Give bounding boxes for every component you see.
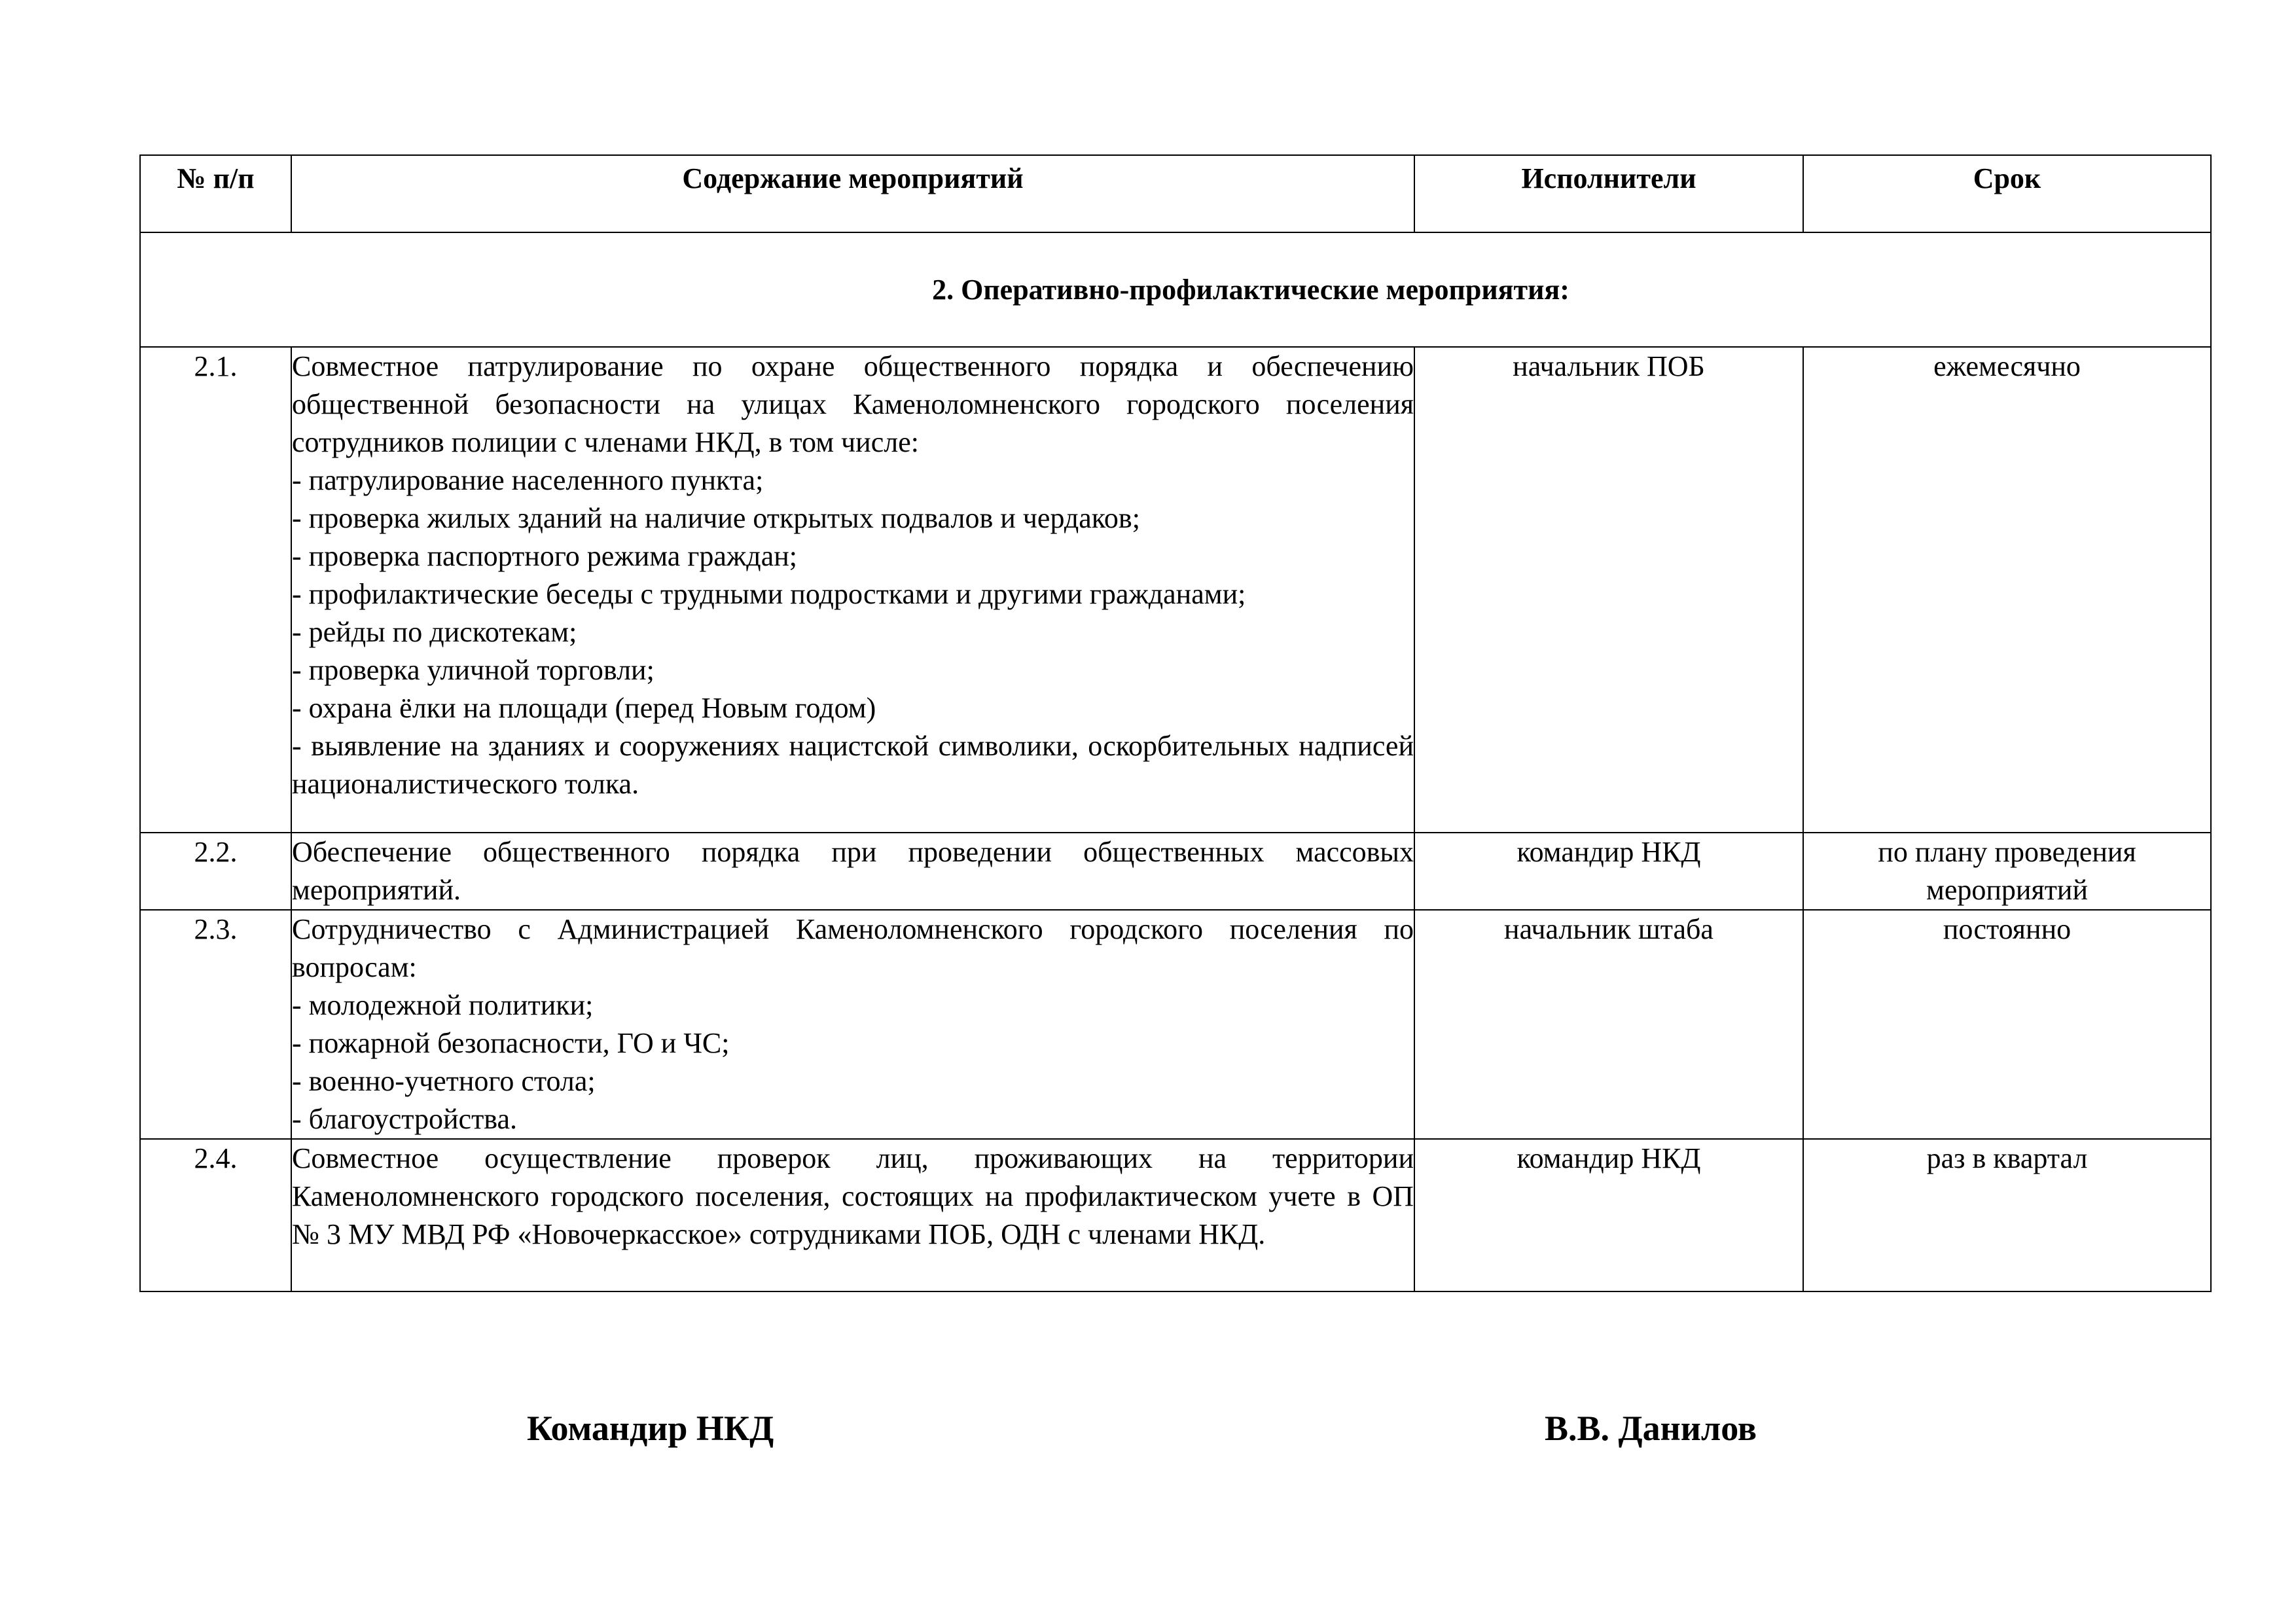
row-content-item: - благоустройства. <box>292 1103 518 1135</box>
row-content-item: - проверка уличной торговли; <box>292 654 655 686</box>
row-executors: командир НКД <box>1414 1139 1803 1291</box>
row-content-item: - проверка жилых зданий на наличие открытых подвалов и чердаков; <box>292 502 1140 534</box>
section-title: 2. Оперативно-профилактические мероприятия: <box>140 232 2211 347</box>
table-row <box>140 910 2211 1139</box>
row-num: 2.3. <box>140 910 291 1139</box>
row-executors: начальник ПОБ <box>1414 347 1803 833</box>
signature-role: Командир НКД <box>527 1409 774 1448</box>
header-content: Содержание мероприятий <box>291 155 1414 232</box>
row-num: 2.4. <box>140 1139 291 1291</box>
activities-table <box>139 154 2212 1292</box>
row-num: 2.1. <box>140 347 291 833</box>
row-term: постоянно <box>1803 910 2211 1139</box>
row-term: по плану проведения мероприятий <box>1803 833 2211 910</box>
table-header-row <box>140 155 2211 232</box>
row-executors: начальник штаба <box>1414 910 1803 1139</box>
row-content <box>291 1139 1414 1291</box>
row-content <box>291 910 1414 1139</box>
row-content <box>291 833 1414 910</box>
table-row <box>140 1139 2211 1291</box>
row-content-item: - рейды по дискотекам; <box>292 616 577 648</box>
row-content-item: - охрана ёлки на площади (перед Новым годом) <box>292 692 876 724</box>
row-content-item: - патрулирование населенного пункта; <box>292 464 764 496</box>
header-executors: Исполнители <box>1414 155 1803 232</box>
row-content-item: - выявление на зданиях и сооружениях нацистской символики, оскорбительных надписей националистического толка. <box>292 730 1414 800</box>
row-content-item: - проверка паспортного режима граждан; <box>292 540 797 572</box>
table-row <box>140 833 2211 910</box>
table-row <box>140 347 2211 833</box>
row-content-intro: Сотрудничество с Администрацией Каменоломненского городского поселения по вопросам: <box>292 913 1414 983</box>
row-content-intro: Обеспечение общественного порядка при проведении общественных массовых мероприятий. <box>292 836 1414 906</box>
row-num: 2.2. <box>140 833 291 910</box>
row-content-item: - профилактические беседы с трудными подростками и другими гражданами; <box>292 578 1246 610</box>
row-content-intro: Совместное осуществление проверок лиц, проживающих на территории Каменоломненского городского поселения, состоящих на профилактическом учете в ОП № 3 МУ МВД РФ «Новочеркасское» сотрудниками ПОБ, ОДН с членами НКД. <box>292 1142 1414 1250</box>
row-executors: командир НКД <box>1414 833 1803 910</box>
row-term: ежемесячно <box>1803 347 2211 833</box>
row-content-item: - пожарной безопасности, ГО и ЧС; <box>292 1027 730 1059</box>
signature-name: В.В. Данилов <box>1545 1409 1757 1448</box>
row-content-item: - молодежной политики; <box>292 989 594 1021</box>
header-term: Срок <box>1803 155 2211 232</box>
row-term: раз в квартал <box>1803 1139 2211 1291</box>
section-row <box>140 232 2211 347</box>
row-content <box>291 347 1414 833</box>
row-content-intro: Совместное патрулирование по охране общественного порядка и обеспечению общественной безопасности на улицах Каменоломненского городского поселения сотрудников полиции с членами НКД, в том числе: <box>292 350 1414 458</box>
header-num: № п/п <box>140 155 291 232</box>
row-content-item: - военно-учетного стола; <box>292 1065 596 1097</box>
